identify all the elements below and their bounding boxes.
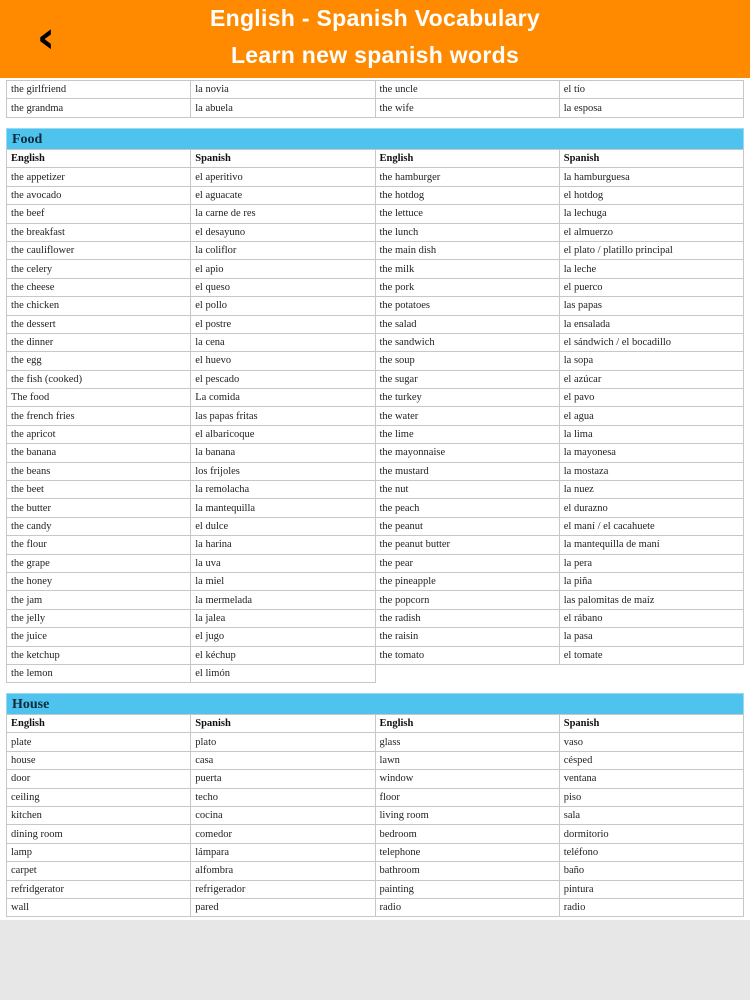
- english-word: the egg: [7, 352, 191, 370]
- english-word: the fish (cooked): [7, 370, 191, 388]
- spanish-word: la abuela: [191, 99, 375, 117]
- table-row: [7, 788, 744, 806]
- table-row: [7, 517, 744, 535]
- table-row: [7, 297, 744, 315]
- spanish-word: la carne de res: [191, 205, 375, 223]
- spanish-word: piso: [559, 788, 743, 806]
- english-word: the butter: [7, 499, 191, 517]
- house-section-header: House: [6, 693, 744, 715]
- spanish-word: la mermelada: [191, 591, 375, 609]
- english-word: the hotdog: [375, 186, 559, 204]
- table-row: [7, 664, 744, 682]
- english-word: telephone: [375, 843, 559, 861]
- spanish-word: la banana: [191, 444, 375, 462]
- table-row: [7, 425, 744, 443]
- spanish-word: los frijoles: [191, 462, 375, 480]
- english-word: the pear: [375, 554, 559, 572]
- english-word: bathroom: [375, 862, 559, 880]
- spanish-word: la lima: [559, 425, 743, 443]
- english-word: the french fries: [7, 407, 191, 425]
- english-word: living room: [375, 806, 559, 824]
- spanish-word: alfombra: [191, 862, 375, 880]
- english-word: the radish: [375, 609, 559, 627]
- spanish-word: [559, 664, 743, 682]
- english-word: dining room: [7, 825, 191, 843]
- english-word: the dessert: [7, 315, 191, 333]
- spanish-word: el maní / el cacahuete: [559, 517, 743, 535]
- english-word: the raisin: [375, 628, 559, 646]
- english-word: refridgerator: [7, 880, 191, 898]
- spanish-word: La comida: [191, 389, 375, 407]
- table-row: [7, 628, 744, 646]
- spanish-word: el dulce: [191, 517, 375, 535]
- column-header: Spanish: [559, 150, 743, 168]
- spanish-word: el kéchup: [191, 646, 375, 664]
- spanish-word: el jugo: [191, 628, 375, 646]
- spanish-word: el aperitivo: [191, 168, 375, 186]
- english-word: the cheese: [7, 278, 191, 296]
- spanish-word: sala: [559, 806, 743, 824]
- column-header: Spanish: [191, 715, 375, 733]
- table-row: [7, 407, 744, 425]
- food-section-header: Food: [6, 128, 744, 150]
- column-header: Spanish: [191, 150, 375, 168]
- spanish-word: el huevo: [191, 352, 375, 370]
- english-word: the dinner: [7, 333, 191, 351]
- english-word: the avocado: [7, 186, 191, 204]
- spanish-word: el hotdog: [559, 186, 743, 204]
- spanish-word: radio: [559, 898, 743, 916]
- english-word: plate: [7, 733, 191, 751]
- english-word: the grape: [7, 554, 191, 572]
- house-table: [6, 714, 744, 917]
- spanish-word: la remolacha: [191, 481, 375, 499]
- spanish-word: la mantequilla de maní: [559, 536, 743, 554]
- table-row: [7, 370, 744, 388]
- english-word: the peanut: [375, 517, 559, 535]
- english-word: house: [7, 751, 191, 769]
- column-header: English: [375, 715, 559, 733]
- spanish-word: el pavo: [559, 389, 743, 407]
- table-row: [7, 825, 744, 843]
- spanish-word: la sopa: [559, 352, 743, 370]
- english-word: door: [7, 770, 191, 788]
- english-word: wall: [7, 898, 191, 916]
- english-word: the peanut butter: [375, 536, 559, 554]
- spanish-word: el aguacate: [191, 186, 375, 204]
- spanish-word: la mostaza: [559, 462, 743, 480]
- spanish-word: el apio: [191, 260, 375, 278]
- spanish-word: la uva: [191, 554, 375, 572]
- table-row: [7, 862, 744, 880]
- table-row: [7, 260, 744, 278]
- column-header: English: [7, 150, 191, 168]
- english-word: the ketchup: [7, 646, 191, 664]
- english-word: The food: [7, 389, 191, 407]
- spanish-word: el durazno: [559, 499, 743, 517]
- spanish-word: comedor: [191, 825, 375, 843]
- table-row: [7, 806, 744, 824]
- english-word: bedroom: [375, 825, 559, 843]
- table-row: [7, 223, 744, 241]
- english-word: the beet: [7, 481, 191, 499]
- spanish-word: la piña: [559, 572, 743, 590]
- spanish-word: el almuerzo: [559, 223, 743, 241]
- english-word: glass: [375, 733, 559, 751]
- spanish-word: refrigerador: [191, 880, 375, 898]
- spanish-word: el tomate: [559, 646, 743, 664]
- app-header: [0, 0, 750, 78]
- english-word: the pork: [375, 278, 559, 296]
- spanish-word: la lechuga: [559, 205, 743, 223]
- spanish-word: la leche: [559, 260, 743, 278]
- english-word: the uncle: [375, 81, 559, 99]
- back-arrow-icon[interactable]: ‹: [36, 12, 56, 63]
- table-row: [7, 99, 744, 117]
- bottom-bar: [0, 920, 750, 1000]
- english-word: kitchen: [7, 806, 191, 824]
- english-word: the milk: [375, 260, 559, 278]
- spanish-word: cocina: [191, 806, 375, 824]
- english-word: the juice: [7, 628, 191, 646]
- english-word: ceiling: [7, 788, 191, 806]
- table-row: [7, 880, 744, 898]
- english-word: the breakfast: [7, 223, 191, 241]
- table-row: [7, 481, 744, 499]
- english-word: the beef: [7, 205, 191, 223]
- spanish-word: el queso: [191, 278, 375, 296]
- table-row: [7, 770, 744, 788]
- english-word: the flour: [7, 536, 191, 554]
- english-word: the celery: [7, 260, 191, 278]
- spanish-word: la novia: [191, 81, 375, 99]
- table-row: [7, 733, 744, 751]
- english-word: the lunch: [375, 223, 559, 241]
- column-header: English: [7, 715, 191, 733]
- spanish-word: la esposa: [559, 99, 743, 117]
- spanish-word: césped: [559, 751, 743, 769]
- spanish-word: pared: [191, 898, 375, 916]
- spanish-word: puerta: [191, 770, 375, 788]
- spanish-word: el limón: [191, 664, 375, 682]
- spanish-word: el plato / platillo principal: [559, 241, 743, 259]
- spanish-word: la jalea: [191, 609, 375, 627]
- spanish-word: la hamburguesa: [559, 168, 743, 186]
- english-word: lamp: [7, 843, 191, 861]
- spanish-word: el pollo: [191, 297, 375, 315]
- spanish-word: la coliflor: [191, 241, 375, 259]
- table-row: [7, 168, 744, 186]
- spanish-word: el albaricoque: [191, 425, 375, 443]
- spanish-word: las palomitas de maíz: [559, 591, 743, 609]
- english-word: the girlfriend: [7, 81, 191, 99]
- english-word: floor: [375, 788, 559, 806]
- spanish-word: ventana: [559, 770, 743, 788]
- english-word: the sandwich: [375, 333, 559, 351]
- table-row: [7, 572, 744, 590]
- english-word: the hamburger: [375, 168, 559, 186]
- spanish-word: lámpara: [191, 843, 375, 861]
- table-row: [7, 205, 744, 223]
- english-word: the soup: [375, 352, 559, 370]
- english-word: radio: [375, 898, 559, 916]
- english-word: window: [375, 770, 559, 788]
- english-word: the jelly: [7, 609, 191, 627]
- table-row: [7, 186, 744, 204]
- table-row: [7, 554, 744, 572]
- table-row: [7, 315, 744, 333]
- spanish-word: el puerco: [559, 278, 743, 296]
- spanish-word: la mayonesa: [559, 444, 743, 462]
- table-row: [7, 646, 744, 664]
- english-word: the tomato: [375, 646, 559, 664]
- english-word: the lemon: [7, 664, 191, 682]
- english-word: the popcorn: [375, 591, 559, 609]
- english-word: the grandma: [7, 99, 191, 117]
- column-header: Spanish: [559, 715, 743, 733]
- spanish-word: teléfono: [559, 843, 743, 861]
- spanish-word: el agua: [559, 407, 743, 425]
- english-word: the jam: [7, 591, 191, 609]
- english-word: carpet: [7, 862, 191, 880]
- english-word: the salad: [375, 315, 559, 333]
- english-word: the peach: [375, 499, 559, 517]
- table-row: [7, 352, 744, 370]
- table-row: [7, 536, 744, 554]
- english-word: the chicken: [7, 297, 191, 315]
- spanish-word: el azúcar: [559, 370, 743, 388]
- spanish-word: la pera: [559, 554, 743, 572]
- table-row: [7, 591, 744, 609]
- spanish-word: la pasa: [559, 628, 743, 646]
- english-word: the nut: [375, 481, 559, 499]
- english-word: the main dish: [375, 241, 559, 259]
- spanish-word: el pescado: [191, 370, 375, 388]
- english-word: the turkey: [375, 389, 559, 407]
- table-row: [7, 609, 744, 627]
- spanish-word: el desayuno: [191, 223, 375, 241]
- spanish-word: plato: [191, 733, 375, 751]
- table-row: [7, 81, 744, 99]
- english-word: the sugar: [375, 370, 559, 388]
- table-row: [7, 241, 744, 259]
- english-word: the mustard: [375, 462, 559, 480]
- english-word: painting: [375, 880, 559, 898]
- english-word: the lettuce: [375, 205, 559, 223]
- table-row: [7, 499, 744, 517]
- english-word: the wife: [375, 99, 559, 117]
- spanish-word: casa: [191, 751, 375, 769]
- english-word: the candy: [7, 517, 191, 535]
- english-word: the mayonnaise: [375, 444, 559, 462]
- table-row: [7, 278, 744, 296]
- spanish-word: vaso: [559, 733, 743, 751]
- spanish-word: las papas fritas: [191, 407, 375, 425]
- english-word: the honey: [7, 572, 191, 590]
- spanish-word: el tío: [559, 81, 743, 99]
- english-word: the pineapple: [375, 572, 559, 590]
- spanish-word: el rábano: [559, 609, 743, 627]
- english-word: [375, 664, 559, 682]
- spanish-word: la ensalada: [559, 315, 743, 333]
- table-row: [7, 843, 744, 861]
- app-subtitle: Learn new spanish words: [230, 42, 520, 68]
- spanish-word: las papas: [559, 297, 743, 315]
- english-word: the apricot: [7, 425, 191, 443]
- english-word: the cauliflower: [7, 241, 191, 259]
- english-word: the water: [375, 407, 559, 425]
- food-table: [6, 149, 744, 683]
- spanish-word: la harina: [191, 536, 375, 554]
- spanish-word: el postre: [191, 315, 375, 333]
- column-header: English: [375, 150, 559, 168]
- table-row: [7, 389, 744, 407]
- table-row: [7, 751, 744, 769]
- spanish-word: la mantequilla: [191, 499, 375, 517]
- table-row: [7, 462, 744, 480]
- vocabulary-scroll-area[interactable]: [0, 78, 750, 920]
- english-word: the banana: [7, 444, 191, 462]
- english-word: lawn: [375, 751, 559, 769]
- spanish-word: la cena: [191, 333, 375, 351]
- table-row: [7, 444, 744, 462]
- spanish-word: techo: [191, 788, 375, 806]
- english-word: the appetizer: [7, 168, 191, 186]
- spanish-word: dormitorio: [559, 825, 743, 843]
- spanish-word: baño: [559, 862, 743, 880]
- table-row: [7, 333, 744, 351]
- english-word: the beans: [7, 462, 191, 480]
- family-table: [6, 80, 744, 118]
- spanish-word: el sándwich / el bocadillo: [559, 333, 743, 351]
- spanish-word: la miel: [191, 572, 375, 590]
- english-word: the potatoes: [375, 297, 559, 315]
- table-row: [7, 898, 744, 916]
- spanish-word: la nuez: [559, 481, 743, 499]
- english-word: the lime: [375, 425, 559, 443]
- spanish-word: pintura: [559, 880, 743, 898]
- app-title: English - Spanish Vocabulary: [209, 5, 541, 31]
